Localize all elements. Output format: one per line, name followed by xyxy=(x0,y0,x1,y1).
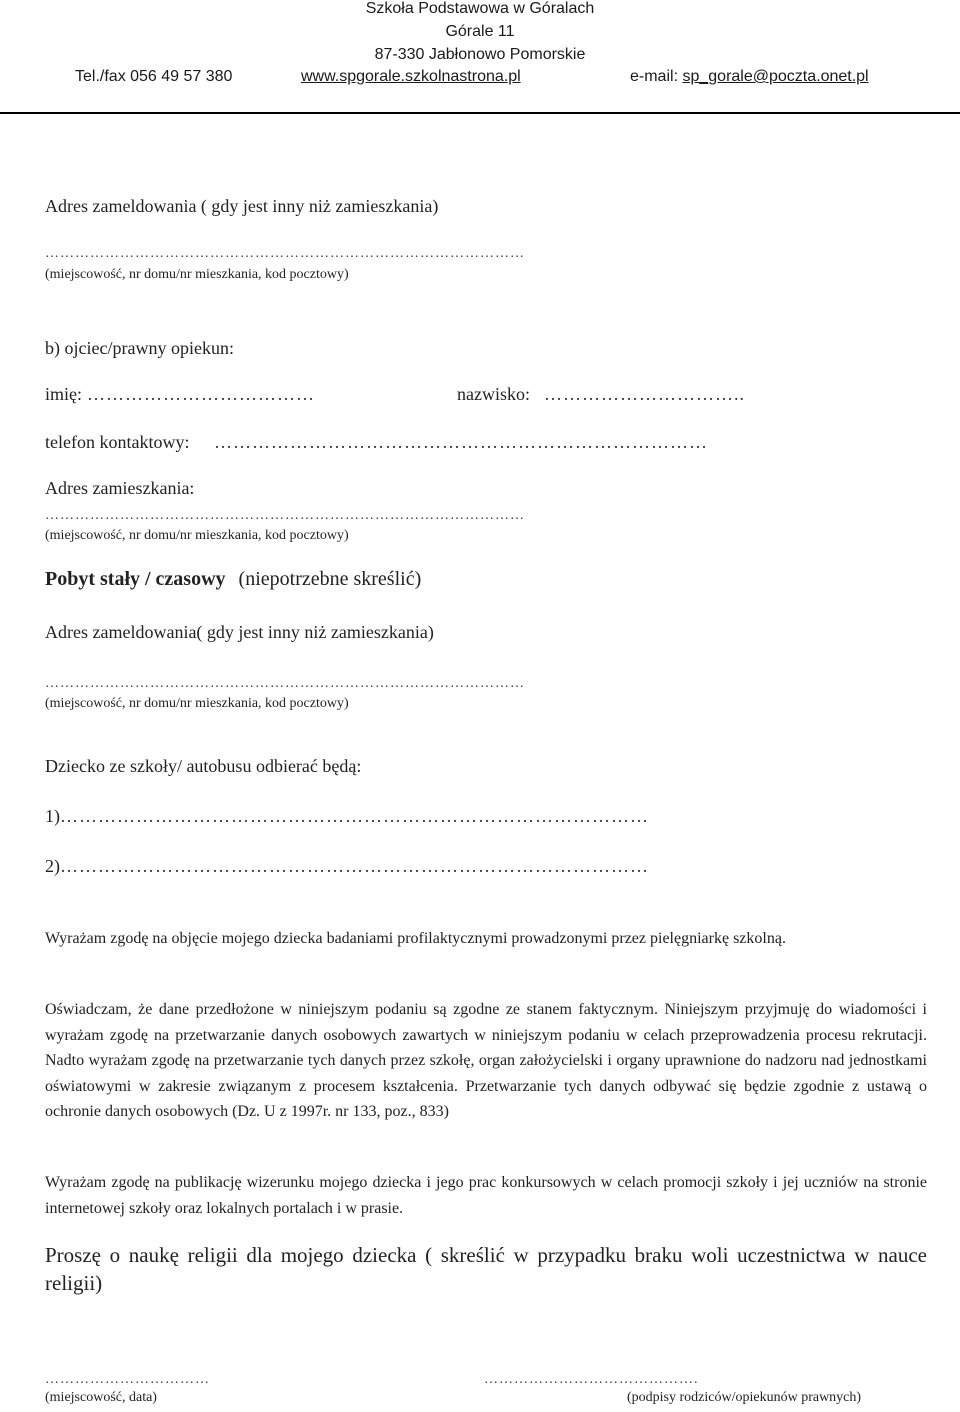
pickup-item-1 xyxy=(45,806,649,827)
header-divider xyxy=(0,112,960,114)
pickup-item-2-field[interactable]: ………………………………………………………………………………… xyxy=(60,856,649,876)
father-first-name-field[interactable]: ……………………………… xyxy=(87,384,315,404)
email-label: e-mail: xyxy=(630,68,679,85)
stay-type-line xyxy=(45,568,421,591)
father-heading: b) ojciec/prawny opiekun: xyxy=(45,338,234,358)
pickup-item-2-number: 2) xyxy=(45,856,60,876)
pickup-item-2 xyxy=(45,856,649,877)
father-phone-label: telefon kontaktowy: xyxy=(45,432,190,452)
father-phone-field[interactable]: …………………………………………………………………… xyxy=(214,432,708,452)
stay-type-note: (niepotrzebne skreślić) xyxy=(238,568,422,590)
father-residence-label: Adres zamieszkania: xyxy=(45,478,195,498)
school-city: 87-330 Jabłonowo Pomorskie xyxy=(374,46,586,63)
school-phone: Tel./fax 056 49 57 380 xyxy=(75,68,233,85)
place-date-field[interactable]: …………………………… xyxy=(45,1372,210,1387)
school-email-block xyxy=(630,68,869,86)
father-residence-hint: (miejscowość, nr domu/nr mieszkania, kod pocztowy) xyxy=(45,528,349,543)
registered-address-label: Adres zameldowania ( gdy jest inny niż zamieszkania) xyxy=(45,196,439,216)
father-first-name-label: imię: xyxy=(45,384,82,404)
pickup-item-1-field[interactable]: ………………………………………………………………………………… xyxy=(60,806,649,826)
father-residence-field[interactable]: …………………………………………………………………………………… xyxy=(45,508,525,523)
father-last-name-field[interactable]: ………………………….. xyxy=(544,384,745,404)
address-hint: (miejscowość, nr domu/nr mieszkania, kod pocztowy) xyxy=(45,267,349,282)
stay-type-options[interactable]: Pobyt stały / czasowy xyxy=(45,568,226,590)
pickup-label: Dziecko ze szkoły/ autobusu odbierać będą: xyxy=(45,756,362,776)
school-name: Szkoła Podstawowa w Góralach xyxy=(365,0,595,17)
school-street: Górale 11 xyxy=(445,23,515,40)
father-last-name-label: nazwisko: xyxy=(457,384,530,404)
school-website-link[interactable]: www.spgorale.szkolnastrona.pl xyxy=(301,68,521,85)
registered-address-field[interactable]: …………………………………………………………………………………… xyxy=(45,246,525,261)
religion-request: Proszę o naukę religii dla mojego dziecka ( skreślić w przypadku braku woli uczestnictwa w nauce religii) xyxy=(45,1243,927,1295)
consent-data-processing: Oświadczam, że dane przedłożone w niniejszym podaniu są zgodne ze stanem faktycznym. Niniejszym przyjmuję do wiadomości i wyrażam zgodę na przetwarzanie danych osobowych zawartych w niniejszym podaniu w celach przeprowadzenia procesu rekrutacji. Nadto wyrażam zgodę na przetwarzanie tych danych przez szkołę, organ założycielski i organy uprawnione do nadzoru nad jednostkami oświatowymi w zakresie związanym z procesem kształcenia. Przetwarzanie tych danych odbywać się będzie zgodnie z ustawą o ochronie danych osobowych (Dz. U z 1997r. nr 133, poz., 833) xyxy=(45,1001,927,1120)
father-registered-address-label: Adres zameldowania( gdy jest inny niż zamieszkania) xyxy=(45,622,434,642)
consent-health: Wyrażam zgodę na objęcie mojego dziecka badaniami profilaktycznymi prowadzonymi przez pielęgniarkę szkolną. xyxy=(45,930,786,947)
signature-label: (podpisy rodziców/opiekunów prawnych) xyxy=(627,1390,862,1405)
father-registered-address-hint: (miejscowość, nr domu/nr mieszkania, kod pocztowy) xyxy=(45,696,349,711)
school-email-link[interactable]: sp_gorale@poczta.onet.pl xyxy=(682,68,869,85)
place-date-label: (miejscowość, data) xyxy=(45,1390,157,1405)
signature-field[interactable]: ……………………………………. xyxy=(484,1372,699,1387)
consent-image: Wyrażam zgodę na publikację wizerunku mojego dziecka i jego prac konkursowych w celach promocji szkoły i jej uczniów na stronie internetowej szkoły oraz lokalnych portalach i w prasie. xyxy=(45,1174,927,1217)
father-registered-address-field[interactable]: …………………………………………………………………………………… xyxy=(45,676,525,691)
pickup-item-1-number: 1) xyxy=(45,806,60,826)
